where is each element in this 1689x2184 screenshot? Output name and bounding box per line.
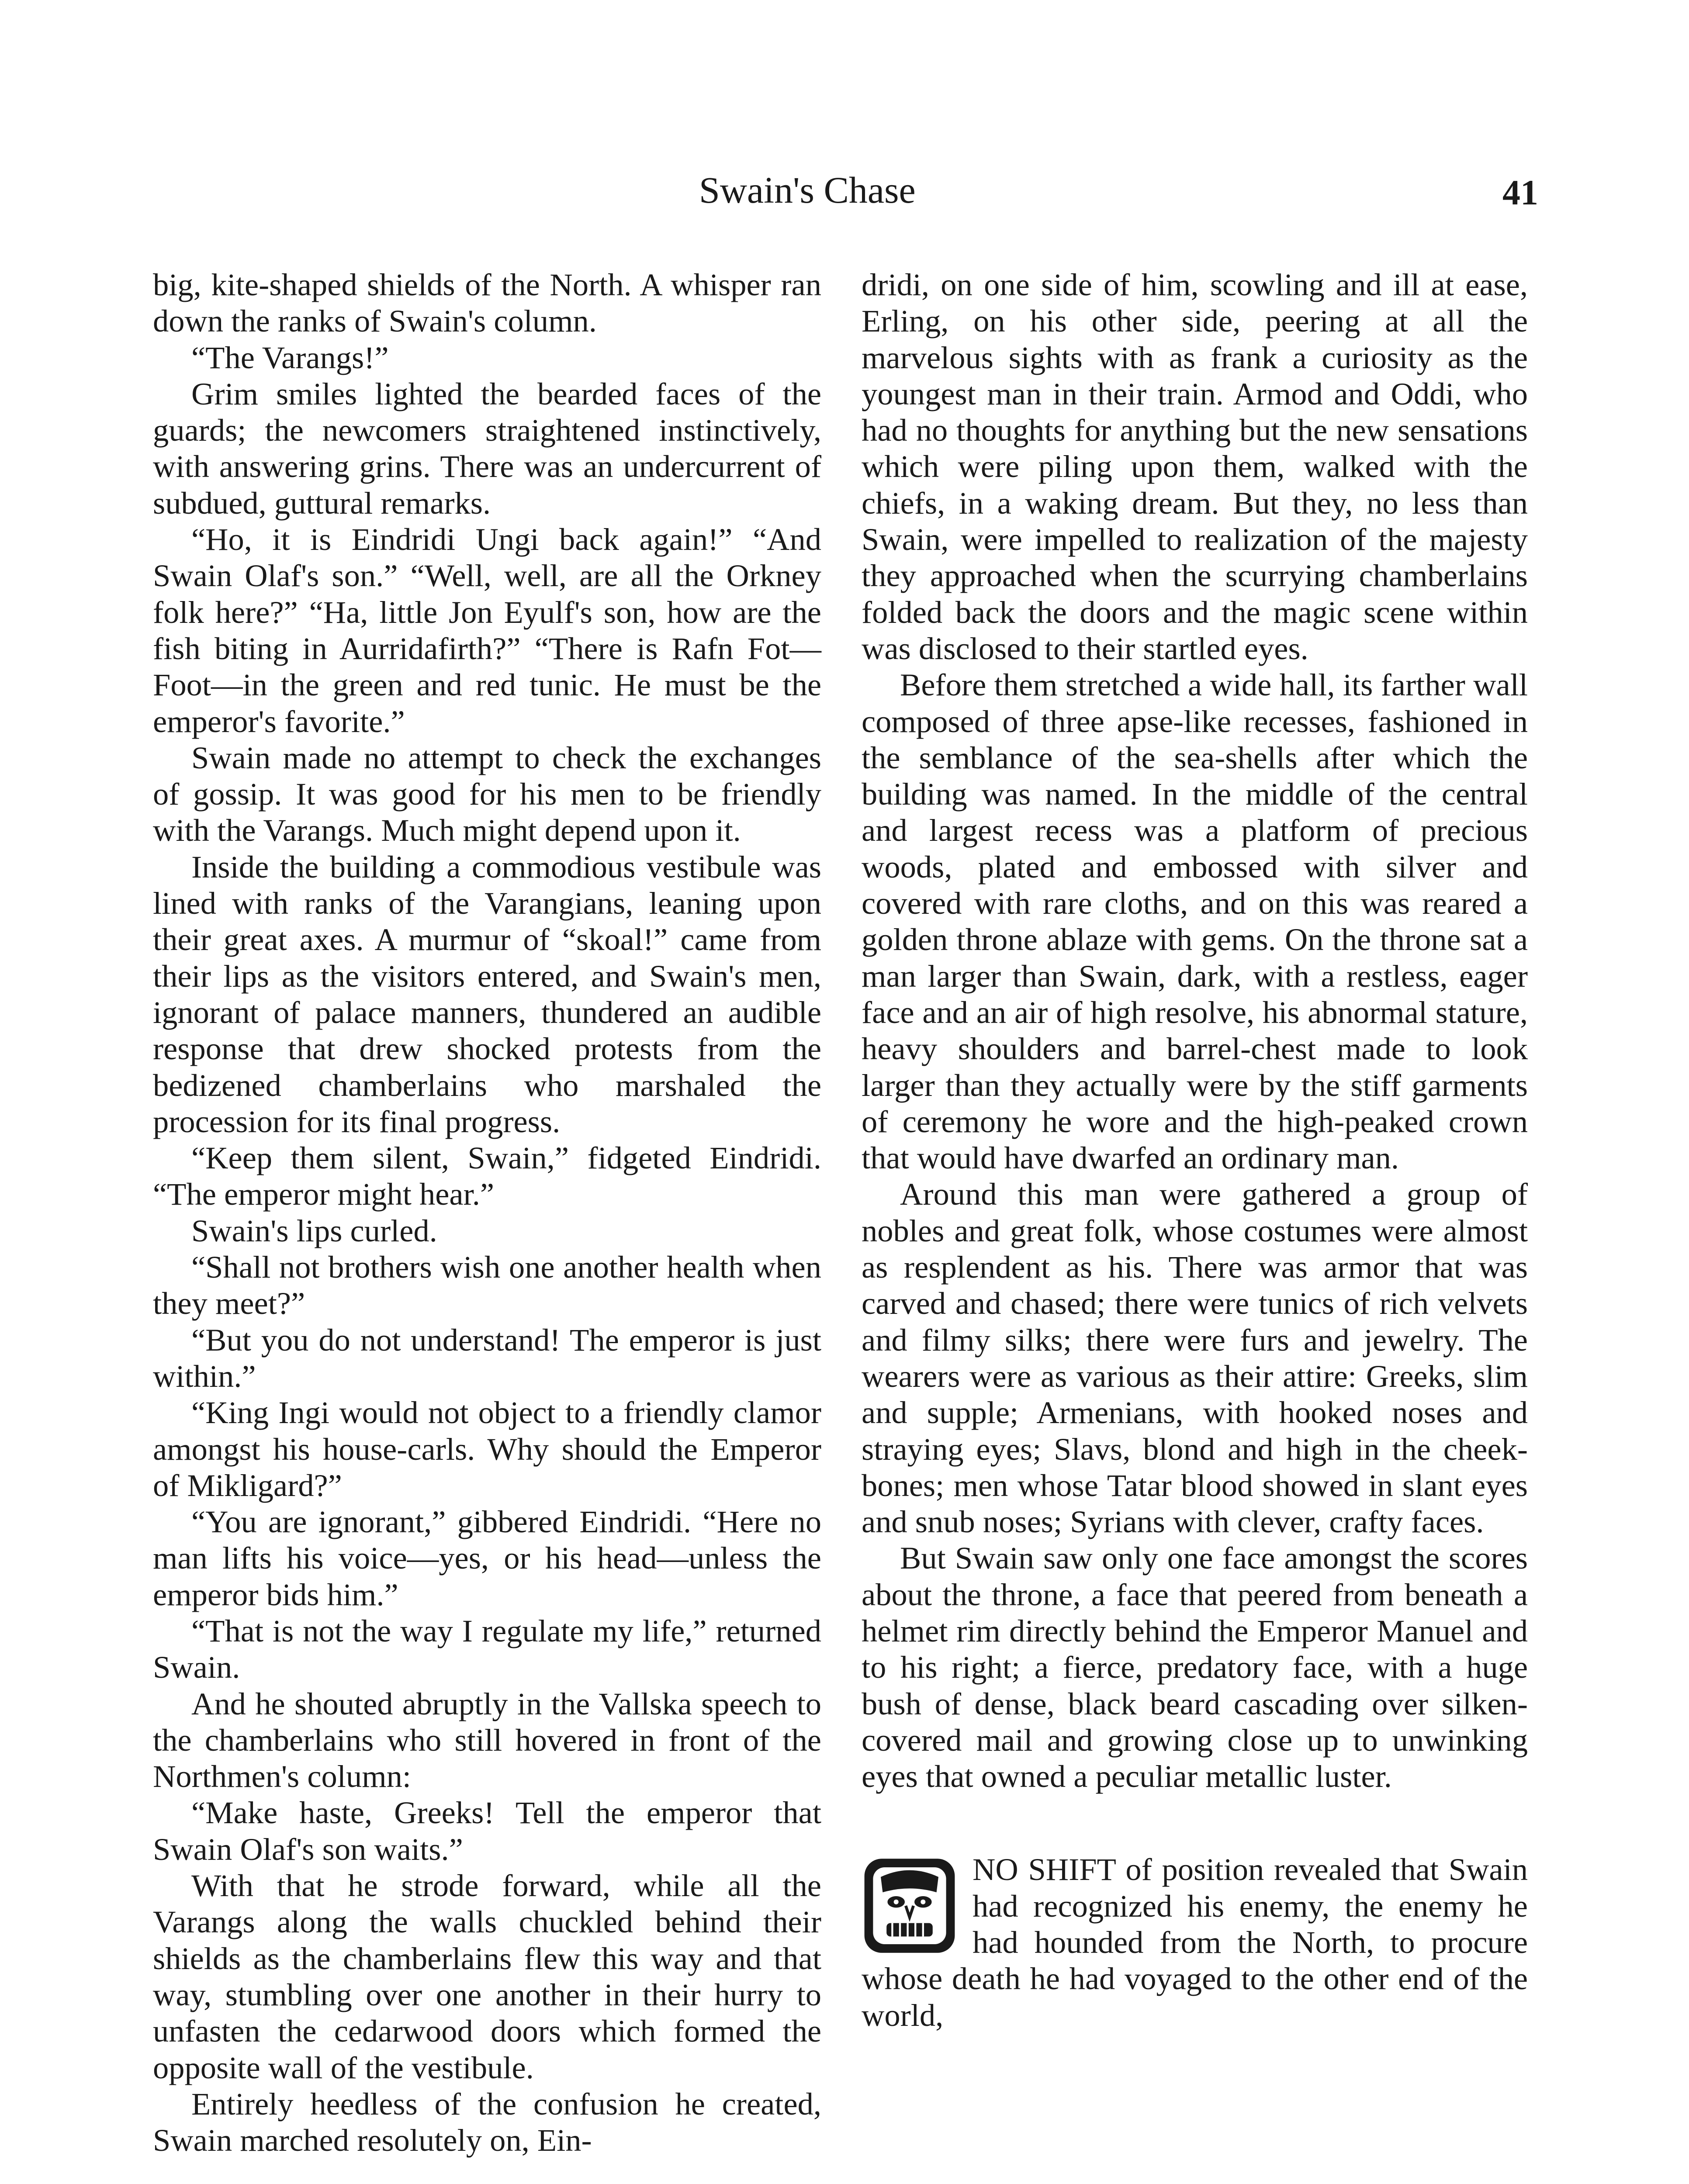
paragraph: Swain made no attempt to check the exchanges of gossip. It was good for his men to be friendly with the Varangs. Much might depend upon it. [153, 740, 821, 848]
paragraph: “King Ingi would not object to a friendly clamor amongst his house-carls. Why should the Emperor of Mikligard?” [153, 1395, 821, 1503]
section-opening [862, 1851, 1528, 2033]
section-opening-text: NO SHIFT of position revealed that Swain had recognized his enemy, the enemy he had hounded from the North, to procure whose death he had voyaged to the other end of the world, [862, 1852, 1528, 2033]
paragraph: “Ho, it is Eindridi Ungi back again!” “And Swain Olaf's son.” “Well, well, are all the Orkney folk here?” “Ha, little Jon Eyulf's son, how are the fish biting in Aurridafirth?” “There is Rafn Fot—Foot—in the green and red tunic. He must be the emperor's favorite.” [153, 522, 821, 739]
paragraph: Entirely heedless of the confusion he created, Swain marched resolutely on, Ein- [153, 2086, 821, 2158]
carved-face-initial-icon [862, 1856, 958, 1956]
paragraph: “Keep them silent, Swain,” fidgeted Eindridi. “The emperor might hear.” [153, 1140, 821, 1212]
left-column [153, 266, 821, 2158]
paragraph: “But you do not understand! The emperor is just within.” [153, 1322, 821, 1394]
paragraph: dridi, on one side of him, scowling and ill at ease, Erling, on his other side, peering at all the marvelous sights with as frank a curiosity as the youngest man in their train. Armod and Oddi, who had no thoughts for anything but the new sensations which were piling upon them, walked with the chiefs, in a waking dream. But they, no less than Swain, were impelled to realization of the majesty they approached when the scurrying chamberlains folded back the doors and the magic scene within was disclosed to their startled eyes. [862, 267, 1528, 666]
paragraph: And he shouted abruptly in the Vallska speech to the chamberlains who still hovered in front of the Northmen's column: [153, 1686, 821, 1794]
right-column [862, 266, 1528, 2033]
paragraph: “The Varangs!” [191, 339, 389, 375]
paragraph: “Shall not brothers wish one another health when they meet?” [153, 1249, 821, 1321]
paragraph: Swain's lips curled. [191, 1213, 437, 1248]
paragraph: Around this man were gathered a group of nobles and great folk, whose costumes were almost as resplendent as his. There was armor that was carved and chased; there were tunics of rich velvets and filmy silks; there were furs and jewelry. The wearers were as various as their attire: Greeks, slim and supple; Armenians, with hooked noses and straying eyes; Slavs, blond and high in the cheek-bones; men whose Tatar blood showed in slant eyes and snub noses; Syrians with clever, crafty faces. [862, 1176, 1528, 1540]
paragraph: big, kite-shaped shields of the North. A whisper ran down the ranks of Swain's column. [153, 267, 821, 339]
page-number: 41 [1502, 173, 1538, 212]
paragraph: But Swain saw only one face amongst the scores about the throne, a face that peered from beneath a helmet rim directly behind the Emperor Manuel and to his right; a fierce, predatory face, with a huge bush of dense, black beard cascading over silken-covered mail and growing close up to unwinking eyes that owned a peculiar metallic luster. [862, 1540, 1528, 1794]
paragraph: Grim smiles lighted the bearded faces of the guards; the newcomers straightened instinctively, with answering grins. There was an undercurrent of subdued, guttural remarks. [153, 376, 821, 521]
running-head-title: Swain's Chase [699, 169, 916, 211]
paragraph: Inside the building a commodious vestibule was lined with ranks of the Varangians, leaning upon their great axes. A murmur of “skoal!” came from their lips as the visitors entered, and Swain's men, ignorant of palace manners, thundered an audible response that drew shocked protests from the bedizened chamberlains who marshaled the procession for its final progress. [153, 849, 821, 1139]
paragraph: With that he strode forward, while all the Varangs along the walls chuckled behind their shields as the chamberlains flew this way and that way, stumbling over one another in their hurry to unfasten the cedarwood doors which formed the opposite wall of the vestibule. [153, 1868, 821, 2085]
paragraph: Before them stretched a wide hall, its farther wall composed of three apse-like recesses, fashioned in the semblance of the sea-shells after which the building was named. In the middle of the central and largest recess was a platform of precious woods, plated and embossed with silver and covered with rare cloths, and on this was reared a golden throne ablaze with gems. On the throne sat a man larger than Swain, dark, with a restless, eager face and an air of high resolve, his abnormal stature, heavy shoulders and barrel-chest made to look larger than they actually were by the stiff garments of ceremony he wore and the high-peaked crown that would have dwarfed an ordinary man. [862, 667, 1528, 1176]
paragraph: “You are ignorant,” gibbered Eindridi. “Here no man lifts his voice—yes, or his head—unless the emperor bids him.” [153, 1504, 821, 1612]
paragraph: “Make haste, Greeks! Tell the emperor that Swain Olaf's son waits.” [153, 1795, 821, 1867]
paragraph: “That is not the way I regulate my life,” returned Swain. [153, 1613, 821, 1685]
